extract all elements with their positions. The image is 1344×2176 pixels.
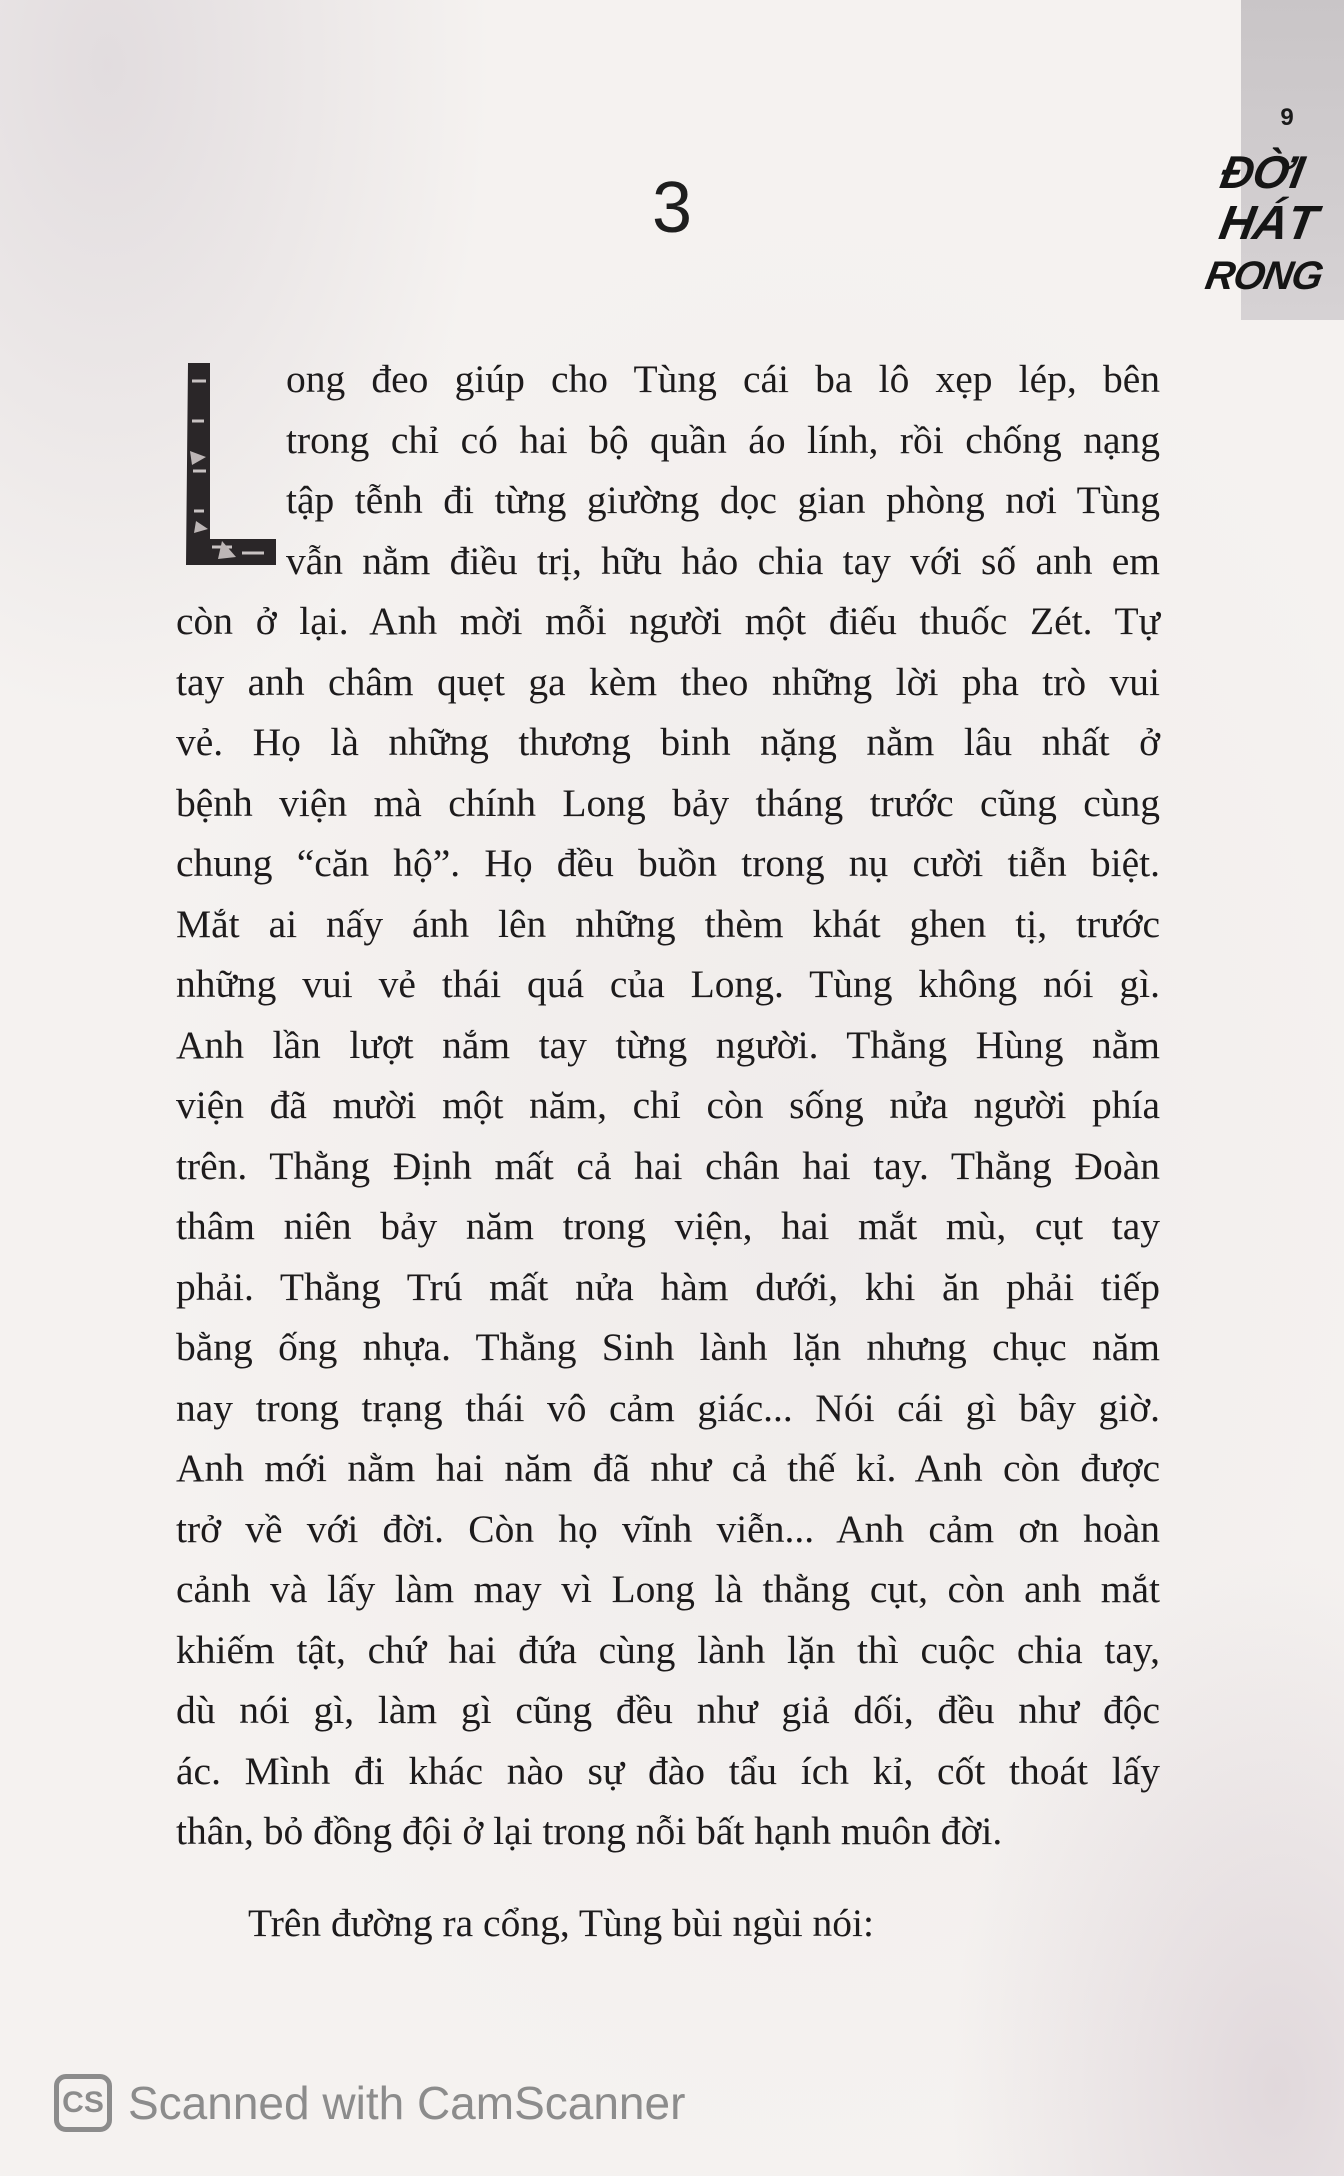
text-line: tay anh châm quẹt ga kèm theo những lời pha trò vui [176,659,1160,704]
logo-line-3: RONG [1202,254,1326,298]
page-number: 9 [1280,104,1294,131]
text-line: tập tễnh đi từng giường dọc gian phòng nơi Tùng [286,478,1160,522]
logo-line-1: ĐỜI [1216,146,1308,198]
paragraph-1-indented [286,349,1160,591]
text-line: những vui vẻ thái quá của Long. Tùng không nói gì. [176,962,1160,1006]
text-line: trên. Thằng Định mất cả hai chân hai tay. Thằng Đoàn [176,1143,1160,1188]
text-line: trở về với đời. Còn họ vĩnh viễn... Anh cảm ơn hoàn [176,1506,1160,1551]
text-line: khiếm tật, chứ hai đứa cùng lành lặn thì cuộc chia tay, [176,1627,1160,1672]
text-line: cảnh và lấy làm may vì Long là thằng cụt, còn anh mắt [176,1567,1160,1611]
camscanner-icon: CS [54,2074,112,2132]
chapter-number: 3 [651,168,693,248]
camscanner-watermark [54,2073,685,2133]
logo-line-2: HÁT [1215,197,1321,250]
text-line: thân, bỏ đồng đội ở lại trong nỗi bất hạnh muôn đời. [176,1809,1003,1853]
text-line: Anh lần lượt nắm tay từng người. Thằng Hùng nằm [176,1022,1160,1067]
dropcap-letter [182,361,280,567]
watermark-text: Scanned with CamScanner [128,2077,686,2129]
text-line: nay trong trạng thái vô cảm giác... Nói cái gì bây giờ. [176,1385,1160,1430]
text-line: thâm niên bảy năm trong viện, hai mắt mù, cụt tay [176,1204,1160,1248]
text-line: viện đã mười một năm, chỉ còn sống nửa người phía [176,1083,1160,1127]
text-line: Mắt ai nấy ánh lên những thèm khát ghen tị, trước [176,901,1160,946]
paragraph-2: Trên đường ra cổng, Tùng bùi ngùi nói: [248,1901,875,1945]
text-line: vẫn nằm điều trị, hữu hảo chia tay với số anh em [286,538,1160,583]
text-line: còn ở lại. Anh mời mỗi người một điếu thuốc Zét. Tự [176,599,1160,643]
text-line: phải. Thằng Trú mất nửa hàm dưới, khi ăn phải tiếp [176,1264,1160,1309]
text-line: chung “căn hộ”. Họ đều buồn trong nụ cười tiễn biệt. [176,841,1160,885]
text-line: Anh mới nằm hai năm đã như cả thế kỉ. Anh còn được [176,1446,1160,1490]
paragraph-1-body [176,591,1160,1862]
text-line: ong đeo giúp cho Tùng cái ba lô xẹp lép, bên [286,357,1160,401]
text-line: bệnh viện mà chính Long bảy tháng trước cũng cùng [176,780,1160,825]
text-line: dù nói gì, làm gì cũng đều như giả dối, đều như độc [176,1688,1160,1732]
text-line: trong chỉ có hai bộ quần áo lính, rồi chống nạng [286,417,1160,462]
text-line: bằng ống nhựa. Thằng Sinh lành lặn nhưng chục năm [176,1325,1160,1369]
text-line: vẻ. Họ là những thương binh nặng nằm lâu nhất ở [176,720,1160,764]
text-line: ác. Mình đi khác nào sự đào tẩu ích kỉ, cốt thoát lấy [176,1748,1160,1793]
